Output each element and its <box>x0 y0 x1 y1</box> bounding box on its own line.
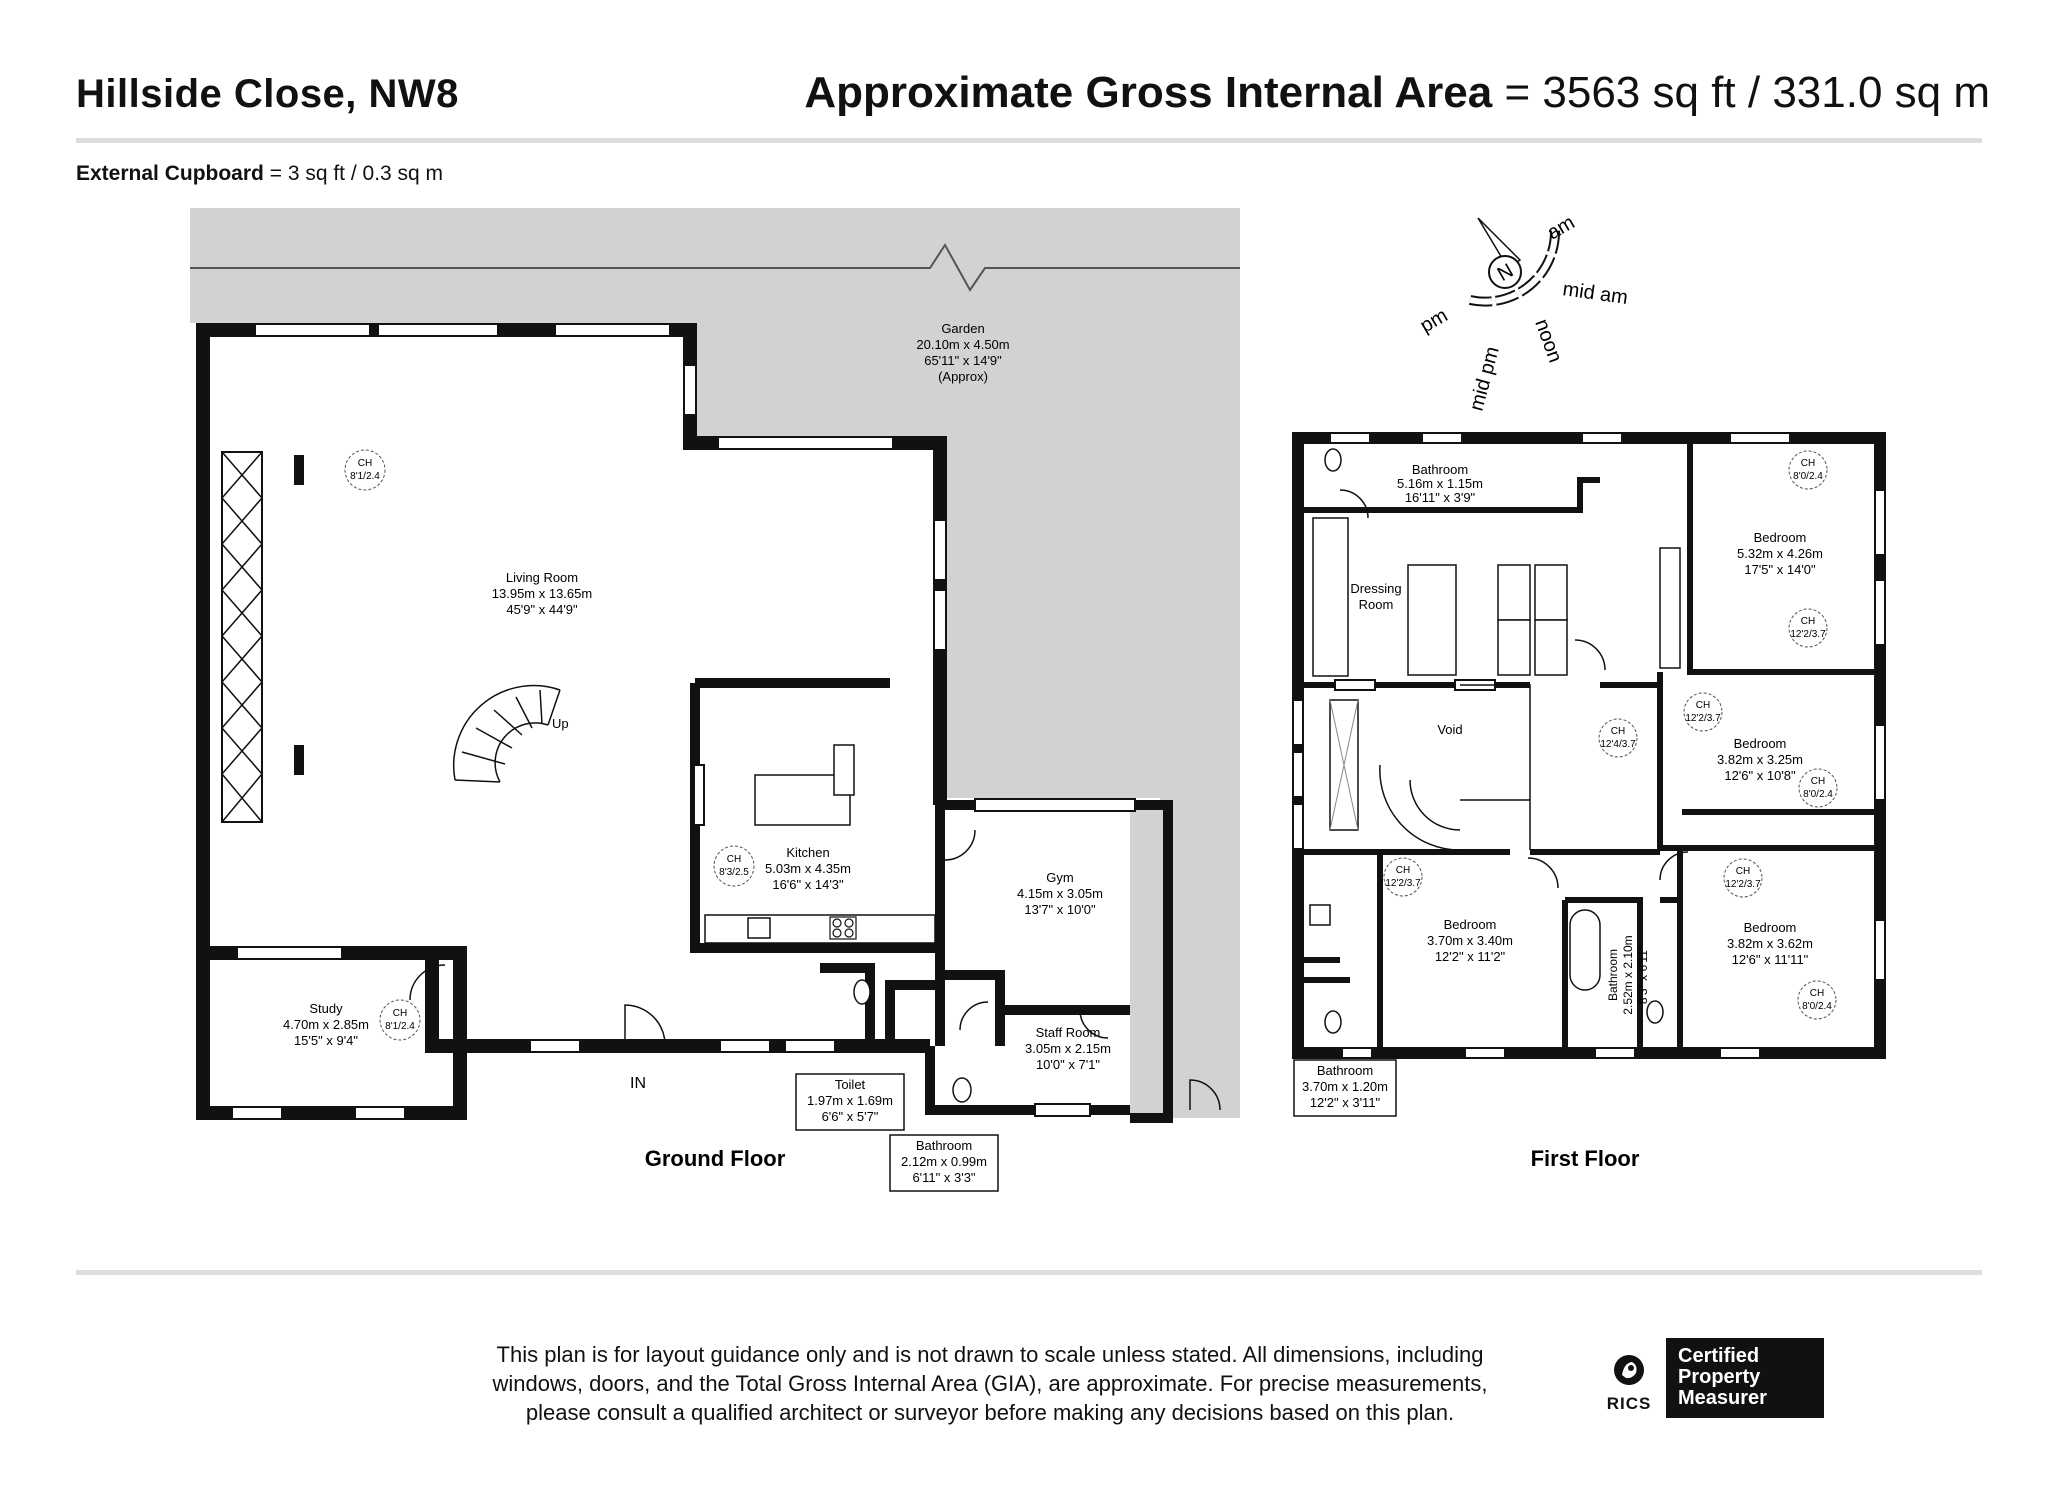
bedroom2-ch-a-label: CH <box>1695 700 1711 711</box>
bathtub-icon <box>1570 910 1600 990</box>
kitchen-ch-label: CH <box>726 854 742 865</box>
first-floor-labels <box>1350 462 1826 967</box>
ff-bathroom-bottom-dim-m: 3.70m x 1.20m <box>1302 1079 1388 1094</box>
study-dim-m: 4.70m x 2.85m <box>283 1017 369 1032</box>
ff-bathroom-mid-dim-m: 2.52m x 2.10m <box>1621 935 1635 1015</box>
compass-mid-am: mid am <box>1561 278 1630 310</box>
dressing-room-line1: Dressing <box>1350 581 1402 596</box>
staff-room-dim-ft: 10'0" x 7'1" <box>1035 1057 1101 1072</box>
gym-dim-m: 4.15m x 3.05m <box>1017 886 1103 901</box>
rics-lion-icon <box>1612 1353 1646 1387</box>
garden-strip <box>190 208 940 323</box>
gym-name: Gym <box>1046 870 1074 885</box>
living-ch-label: CH <box>357 458 373 469</box>
toilet-dim-m: 1.97m x 1.69m <box>807 1093 893 1108</box>
kitchen-counter <box>705 915 935 943</box>
ff-bathroom-top-dim-ft: 16'11" x 3'9" <box>1404 490 1476 505</box>
footer-divider <box>76 1270 1982 1275</box>
rics-logo <box>1598 1353 1660 1414</box>
ground-bathroom-dim-m: 2.12m x 0.99m <box>901 1154 987 1169</box>
bedroom1-dim-m: 5.32m x 4.26m <box>1737 546 1823 561</box>
compass-pm: pm <box>1416 304 1452 338</box>
disclaimer-text: This plan is for layout guidance only and is not drawn to scale unless stated. All dimensions, including windows, doors, and the Total Gross Internal Area (GIA), are approximate. For precise measurements, please consult a qualified architect or surveyor before making any decisions based on this plan. <box>492 1342 1488 1425</box>
bedroom1-dim-ft: 17'5" x 14'0" <box>1744 562 1816 577</box>
spiral-staircase <box>454 686 560 782</box>
bedroom3-name: Bedroom <box>1443 917 1497 932</box>
kitchen-dim-m: 5.03m x 4.35m <box>765 861 851 876</box>
bedroom2-name: Bedroom <box>1733 736 1787 751</box>
garden-corner <box>690 323 940 443</box>
kitchen-name: Kitchen <box>786 845 830 860</box>
external-cupboard-label: External Cupboard <box>76 162 264 185</box>
column-2 <box>294 745 304 775</box>
bedroom4-ch-b-label: CH <box>1809 988 1825 999</box>
bedroom1-ch-b-value: 12'2/3.7 <box>1790 629 1826 640</box>
bedroom4-name: Bedroom <box>1743 920 1797 935</box>
sun-compass <box>1417 211 1630 413</box>
external-cupboard-value: = 3 sq ft / 0.3 sq m <box>269 162 444 185</box>
bedroom2-dim-ft: 12'6" x 10'8" <box>1724 768 1796 783</box>
ff-bathroom-top-dim-m: 5.16m x 1.15m <box>1397 476 1483 491</box>
stair-up-label: Up <box>552 716 569 731</box>
study-ch-label: CH <box>392 1008 408 1019</box>
garden-name: Garden <box>941 321 985 336</box>
bedroom4-ch-b-value: 8'0/2.4 <box>1802 1001 1832 1012</box>
rics-wordmark: RICS <box>1606 1394 1652 1413</box>
bedroom3-dim-m: 3.70m x 3.40m <box>1427 933 1513 948</box>
garden-dim-ft: 65'11" x 14'9" <box>924 353 1002 368</box>
living-room-name: Living Room <box>505 570 579 585</box>
bedroom3-ch-label: CH <box>1395 865 1411 876</box>
bedroom3-dim-ft: 12'2" x 11'2" <box>1434 949 1506 964</box>
toilet-dim-ft: 6'6" x 5'7" <box>821 1109 879 1124</box>
bedroom2-ch-b-value: 8'0/2.4 <box>1803 789 1833 800</box>
kitchen-bar <box>834 745 854 795</box>
living-ch-value: 8'1/2.4 <box>350 471 380 482</box>
bedroom2-dim-m: 3.82m x 3.25m <box>1717 752 1803 767</box>
study-name: Study <box>309 1001 343 1016</box>
bedroom4-dim-ft: 12'6" x 11'11" <box>1731 952 1809 967</box>
study-dim-ft: 15'5" x 9'4" <box>293 1033 359 1048</box>
first-floor-doors <box>1340 490 1688 888</box>
compass-north: N <box>1493 259 1518 287</box>
compass-am: am <box>1543 211 1579 245</box>
cert-line-3: Measurer <box>1678 1387 1767 1409</box>
ground-floor <box>190 208 1240 1191</box>
first-floor-title: First Floor <box>1530 1146 1640 1171</box>
staff-room-name: Staff Room <box>1035 1025 1101 1040</box>
property-address: Hillside Close, NW8 <box>76 72 459 116</box>
bedroom1-ch-a-value: 8'0/2.4 <box>1793 471 1823 482</box>
area-value: = 3563 sq ft / 331.0 sq m <box>1504 68 1990 117</box>
dressing-room-line2: Room <box>1358 597 1394 612</box>
certified-property-measurer-badge <box>1666 1338 1824 1418</box>
bedroom1-ch-b-label: CH <box>1800 616 1816 627</box>
first-floor-stair <box>1380 685 1530 850</box>
landing-ch-label: CH <box>1610 726 1626 737</box>
entrance-label: IN <box>630 1075 646 1092</box>
bath-toilet-icon <box>953 1078 971 1102</box>
bedroom4-dim-m: 3.82m x 3.62m <box>1727 936 1813 951</box>
ff-bathroom-mid-labels <box>1606 935 1650 1014</box>
first-floor <box>1293 433 1885 1171</box>
kitchen-dim-ft: 16'6" x 14'3" <box>772 877 844 892</box>
ground-floor-title: Ground Floor <box>644 1146 786 1171</box>
kitchen-ch-value: 8'3/2.5 <box>719 867 749 878</box>
study-ch-value: 8'1/2.4 <box>385 1021 415 1032</box>
compass-mid-pm: mid pm <box>1465 344 1504 414</box>
ff-bathroom-bottom-name: Bathroom <box>1316 1063 1374 1078</box>
ff-toilet2-icon <box>1325 1011 1341 1033</box>
staff-room-dim-m: 3.05m x 2.15m <box>1025 1041 1111 1056</box>
bedroom4-ch-a-label: CH <box>1735 866 1751 877</box>
void-label: Void <box>1437 722 1463 737</box>
landing-ch-value: 12'4/3.7 <box>1600 739 1636 750</box>
kitchen-sink-icon <box>748 918 770 938</box>
cert-line-2: Property <box>1678 1366 1761 1388</box>
bedroom2-ch-a-value: 12'2/3.7 <box>1685 713 1721 724</box>
area-label: Approximate Gross Internal Area <box>804 68 1493 117</box>
toilet-name: Toilet <box>834 1077 866 1092</box>
garden-dim-m: 20.10m x 4.50m <box>916 337 1010 352</box>
ff-toilet-icon <box>1325 449 1341 471</box>
ff-bathroom-mid-dim-ft: 8'3" x 6'11" <box>1636 945 1650 1005</box>
washbasin-icon <box>1310 905 1330 925</box>
cert-line-1: Certified <box>1678 1345 1760 1367</box>
ff-bathroom-bottom-dim-ft: 12'2" x 3'11" <box>1309 1095 1381 1110</box>
bedroom3-ch-value: 12'2/3.7 <box>1385 878 1421 889</box>
garden-note: (Approx) <box>938 369 988 384</box>
bedroom2-ch-b-label: CH <box>1810 776 1826 787</box>
gym-dim-ft: 13'7" x 10'0" <box>1024 902 1096 917</box>
column-1 <box>294 455 304 485</box>
ground-bathroom-name: Bathroom <box>915 1138 973 1153</box>
ground-bathroom-dim-ft: 6'11" x 3'3" <box>912 1170 976 1185</box>
compass-noon: noon <box>1530 316 1567 366</box>
ff-bathroom-mid-name: Bathroom <box>1606 948 1620 1002</box>
bedroom1-name: Bedroom <box>1753 530 1807 545</box>
toilet-icon <box>854 980 870 1004</box>
living-room-dim-m: 13.95m x 13.65m <box>491 586 593 601</box>
living-room-dim-ft: 45'9" x 44'9" <box>506 602 578 617</box>
ff-bathroom-top-name: Bathroom <box>1411 462 1469 477</box>
bedroom4-ch-a-value: 12'2/3.7 <box>1725 879 1761 890</box>
bedroom1-ch-a-label: CH <box>1800 458 1816 469</box>
